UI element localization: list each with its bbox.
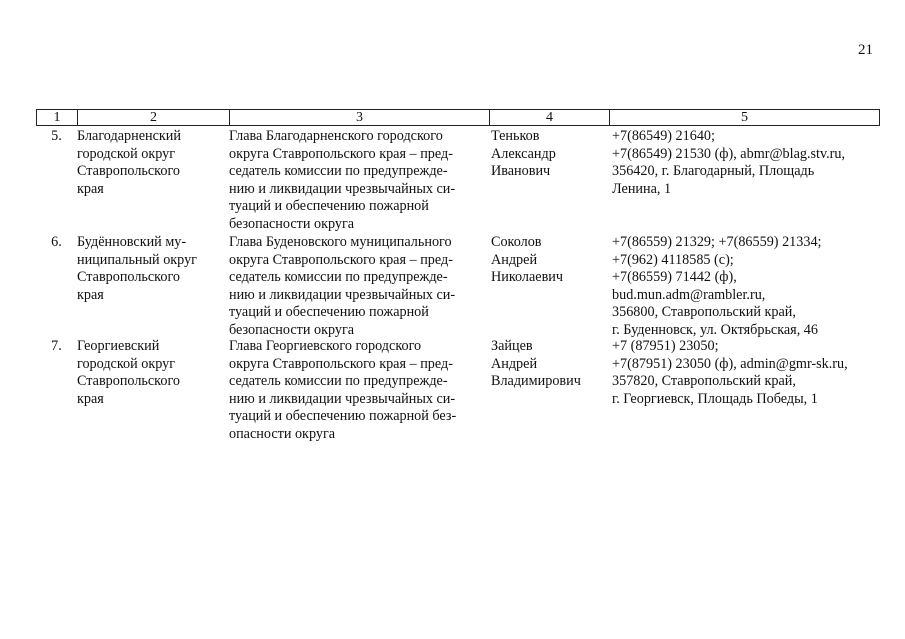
position-line: безопасности округа	[229, 215, 355, 232]
page-number: 21	[858, 42, 873, 58]
position-line: округа Ставропольского края – пред-	[229, 145, 453, 162]
row-number: 6.	[51, 234, 62, 250]
contacts-line: Ленина, 1	[612, 180, 672, 197]
person-cell	[489, 128, 609, 234]
header-col-5: 5	[610, 110, 880, 126]
district-line: края	[77, 286, 104, 303]
contacts-line: +7 (87951) 23050;	[612, 338, 719, 354]
contacts-line: +7(86549) 21640;	[612, 128, 715, 144]
district-line: городской округ	[77, 355, 176, 372]
position-line: седатель комиссии по предупрежде-	[229, 163, 448, 180]
district-line: ниципальный округ	[77, 251, 198, 268]
header-col-4: 4	[490, 110, 610, 126]
header-col-3: 3	[230, 110, 490, 126]
contacts-line: 356800, Ставропольский край,	[612, 304, 796, 321]
contacts-line: bud.mun.adm@rambler.ru,	[612, 286, 766, 303]
district-line: Ставропольского	[77, 163, 181, 180]
header-col-1: 1	[37, 110, 78, 126]
district-line: Благодарненский	[77, 128, 181, 144]
contacts-line: г. Георгиевск, Площадь Победы, 1	[612, 390, 818, 407]
position-line: седатель комиссии по предупрежде-	[229, 373, 448, 390]
header-col-2: 2	[78, 110, 230, 126]
table-header	[36, 109, 880, 126]
contacts-line: +7(86559) 71442 (ф),	[612, 269, 737, 286]
position-line: нию и ликвидации чрезвычайных си-	[229, 180, 456, 197]
person-line: Соколов	[491, 234, 542, 250]
contacts-line: +7(86549) 21530 (ф), abmr@blag.stv.ru,	[612, 145, 846, 162]
district-cell	[77, 234, 229, 338]
district-line: Будённовский му-	[77, 234, 187, 250]
person-line: Андрей	[491, 355, 538, 372]
contacts-cell	[609, 128, 879, 234]
contacts-cell	[609, 234, 879, 338]
contacts-line: 356420, г. Благодарный, Площадь	[612, 163, 815, 180]
person-line: Александр	[491, 145, 556, 162]
person-line: Андрей	[491, 251, 538, 268]
position-cell	[229, 128, 489, 234]
row-number: 5.	[51, 128, 62, 144]
position-line: Глава Благодарненского городского	[229, 128, 443, 144]
contacts-line: 357820, Ставропольский край,	[612, 373, 796, 390]
position-line: седатель комиссии по предупрежде-	[229, 269, 448, 286]
position-line: Глава Георгиевского городского	[229, 338, 422, 354]
district-line: Георгиевский	[77, 338, 160, 354]
row-number: 7.	[51, 338, 62, 354]
district-line: городской округ	[77, 145, 176, 162]
contacts-line: +7(87951) 23050 (ф), admin@gmr-sk.ru,	[612, 355, 848, 372]
position-line: округа Ставропольского края – пред-	[229, 251, 453, 268]
district-line: края	[77, 390, 104, 407]
position-line: туаций и обеспечению пожарной	[229, 198, 429, 215]
contacts-line: +7(86559) 21329; +7(86559) 21334;	[612, 234, 822, 250]
contacts-line: г. Буденновск, ул. Октябрьская, 46	[612, 321, 818, 338]
person-line: Иванович	[491, 163, 551, 180]
person-line: Теньков	[491, 128, 540, 144]
person-line: Николаевич	[491, 269, 564, 286]
position-line: округа Ставропольского края – пред-	[229, 355, 453, 372]
district-cell	[77, 128, 229, 234]
table-row	[36, 234, 879, 338]
person-line: Владимирович	[491, 373, 581, 390]
table-row	[36, 338, 879, 448]
contacts-cell	[609, 338, 879, 448]
district-cell	[77, 338, 229, 448]
position-cell	[229, 338, 489, 448]
person-line: Зайцев	[491, 338, 533, 354]
position-line: туаций и обеспечению пожарной	[229, 304, 429, 321]
district-line: Ставропольского	[77, 269, 181, 286]
person-cell	[489, 338, 609, 448]
district-line: края	[77, 180, 104, 197]
table-body	[36, 128, 879, 448]
position-line: безопасности округа	[229, 321, 355, 338]
contacts-line: +7(962) 4118585 (с);	[612, 251, 734, 268]
position-cell	[229, 234, 489, 338]
position-line: нию и ликвидации чрезвычайных си-	[229, 286, 456, 303]
table-row	[36, 128, 879, 234]
position-line: нию и ликвидации чрезвычайных си-	[229, 390, 456, 407]
district-line: Ставропольского	[77, 373, 181, 390]
position-line: туаций и обеспечению пожарной без-	[229, 408, 457, 425]
person-cell	[489, 234, 609, 338]
header-row	[37, 110, 880, 126]
position-line: Глава Буденовского муниципального	[229, 234, 452, 250]
position-line: опасности округа	[229, 425, 336, 442]
